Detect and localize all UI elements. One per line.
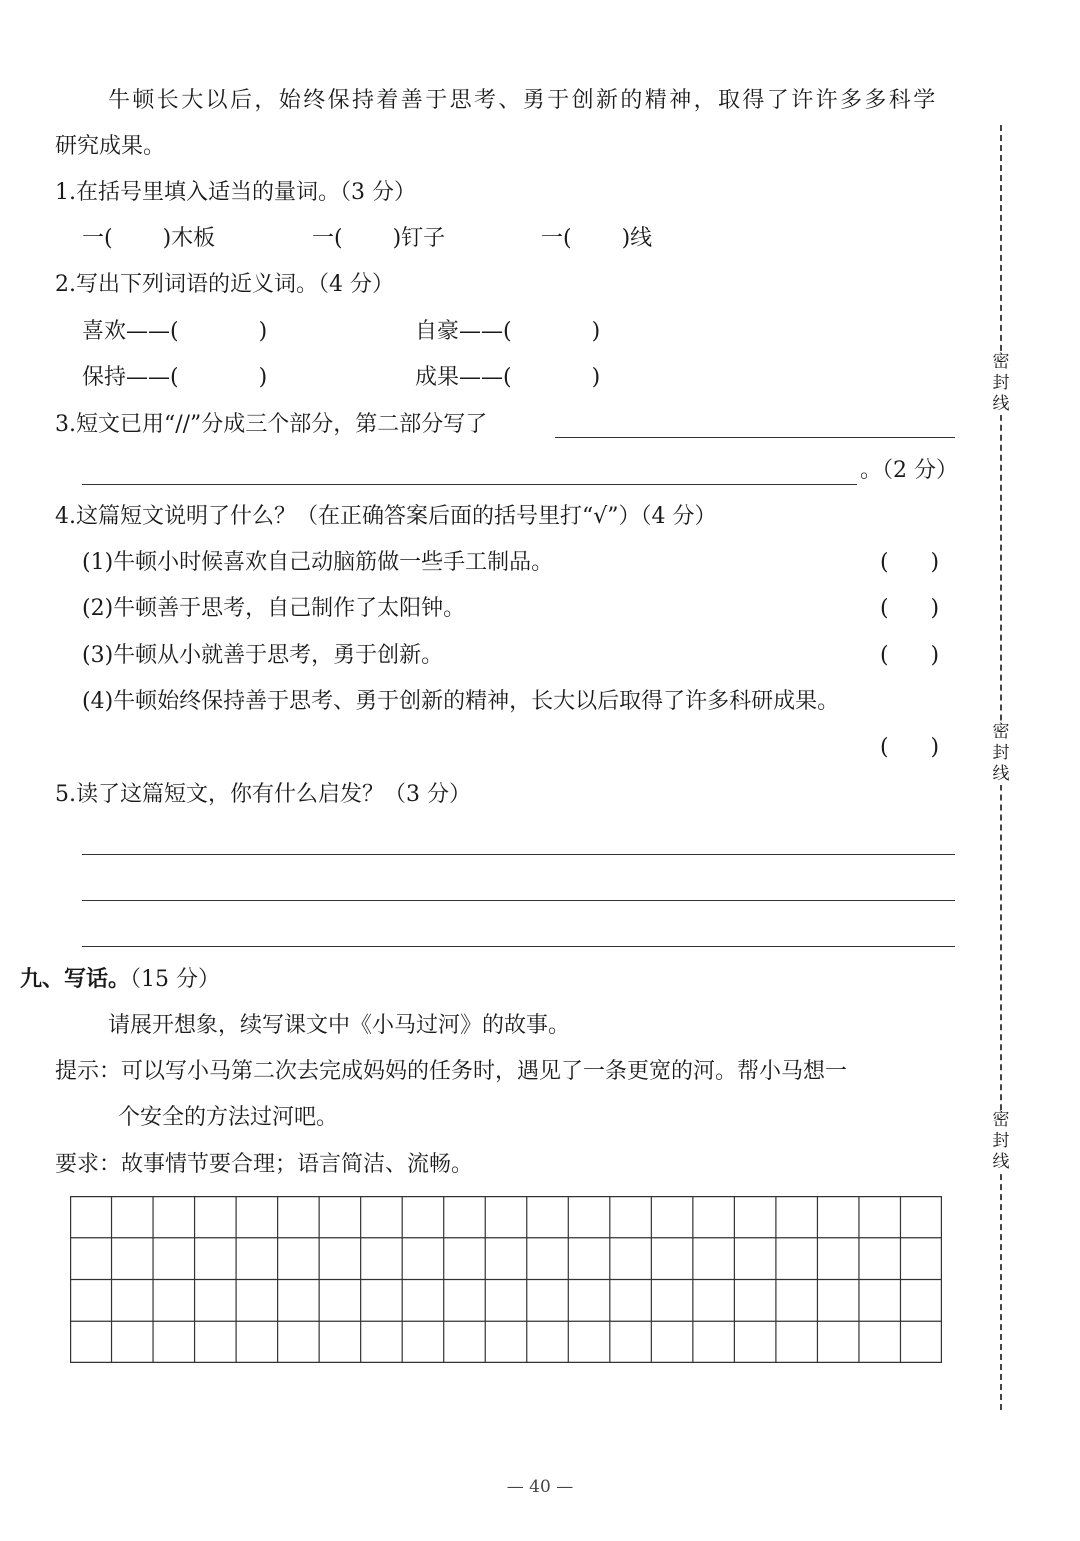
q2-item-3-label: 保持——( <box>82 365 179 390</box>
q4-answer-box-1[interactable]: ( ) <box>880 550 940 575</box>
seal-char: 密 <box>992 352 1010 372</box>
q1-item-1 <box>82 224 215 254</box>
q4-answer-box-4[interactable]: ( ) <box>880 735 940 760</box>
writing-grid[interactable] <box>70 1196 942 1363</box>
q2-item-2 <box>415 317 600 347</box>
q4-option-4: (4)牛顿始终保持善于思考、勇于创新的精神，长大以后取得了许多科研成果。 <box>82 689 840 714</box>
page-number: — 40 — <box>506 1477 574 1497</box>
q2-close-1: ) <box>258 319 268 344</box>
q2-item-4 <box>415 363 600 393</box>
q1-item-1-prefix: 一( <box>82 226 113 251</box>
seal-char: 密 <box>992 1110 1010 1130</box>
seal-label-1 <box>990 352 1012 415</box>
q3-prompt: 3.短文已用“//”分成三个部分，第二部分写了 <box>55 412 488 437</box>
seal-char: 封 <box>992 373 1010 393</box>
section9-hint-line-1: 提示：可以写小马第二次去完成妈妈的任务时，遇见了一条更宽的河。帮小马想一 <box>55 1059 848 1084</box>
q1-prompt: 1.在括号里填入适当的量词。（3 分） <box>55 180 416 205</box>
q3-answer-line-2[interactable] <box>82 484 857 485</box>
passage-line-2: 研究成果。 <box>55 134 166 159</box>
section9-instruction: 请展开想象，续写课文中《小马过河》的故事。 <box>108 1013 571 1038</box>
q5-answer-line-3[interactable] <box>82 946 955 947</box>
q5-prompt: 5.读了这篇短文，你有什么启发？（3 分） <box>55 782 471 807</box>
q5-answer-line-1[interactable] <box>82 854 955 855</box>
seal-label-3 <box>990 1110 1012 1173</box>
q4-option-1: (1)牛顿小时候喜欢自己动脑筋做一些手工制品。 <box>82 550 554 575</box>
section9-hint-line-2: 个安全的方法过河吧。 <box>118 1105 339 1130</box>
q1-item-2-suffix: )钉子 <box>392 226 446 251</box>
q2-item-1 <box>82 317 267 347</box>
q2-prompt: 2.写出下列词语的近义词。（4 分） <box>55 272 394 297</box>
q2-close-4: ) <box>591 365 601 390</box>
section9-heading: 九、写话。 <box>20 967 131 992</box>
q1-item-3-suffix: )线 <box>621 226 653 251</box>
seal-char: 封 <box>992 743 1010 763</box>
seal-char: 密 <box>992 722 1010 742</box>
section9-requirement: 要求：故事情节要合理；语言简洁、流畅。 <box>55 1152 474 1177</box>
q3-score: 。（2 分） <box>860 458 958 483</box>
q1-item-3-prefix: 一( <box>541 226 572 251</box>
section9-title <box>20 965 220 995</box>
q2-item-3 <box>82 363 267 393</box>
q4-prompt: 4.这篇短文说明了什么？（在正确答案后面的括号里打“√”）（4 分） <box>55 504 717 529</box>
seal-char: 线 <box>992 764 1010 784</box>
q2-item-2-label: 自豪——( <box>415 319 512 344</box>
q4-answer-box-2[interactable]: ( ) <box>880 596 940 621</box>
q2-item-1-label: 喜欢——( <box>82 319 179 344</box>
seal-char: 线 <box>992 1152 1010 1172</box>
q4-option-2: (2)牛顿善于思考，自己制作了太阳钟。 <box>82 596 466 621</box>
q3-answer-line-1[interactable] <box>555 437 955 438</box>
seal-char: 线 <box>992 394 1010 414</box>
q1-item-1-suffix: )木板 <box>162 226 216 251</box>
q1-item-2 <box>312 224 445 254</box>
writing-grid-lines <box>70 1196 942 1363</box>
passage-line-1: 牛顿长大以后，始终保持着善于思考、勇于创新的精神，取得了许许多多科学 <box>108 88 938 113</box>
q4-option-3: (3)牛顿从小就善于思考，勇于创新。 <box>82 643 444 668</box>
section9-score: （15 分） <box>130 967 221 992</box>
q5-answer-line-2[interactable] <box>82 900 955 901</box>
q4-answer-box-3[interactable]: ( ) <box>880 643 940 668</box>
q2-close-3: ) <box>258 365 268 390</box>
q2-close-2: ) <box>591 319 601 344</box>
seal-char: 封 <box>992 1131 1010 1151</box>
seal-label-2 <box>990 722 1012 785</box>
q2-item-4-label: 成果——( <box>415 365 512 390</box>
q1-item-3 <box>541 224 652 254</box>
q1-item-2-prefix: 一( <box>312 226 343 251</box>
